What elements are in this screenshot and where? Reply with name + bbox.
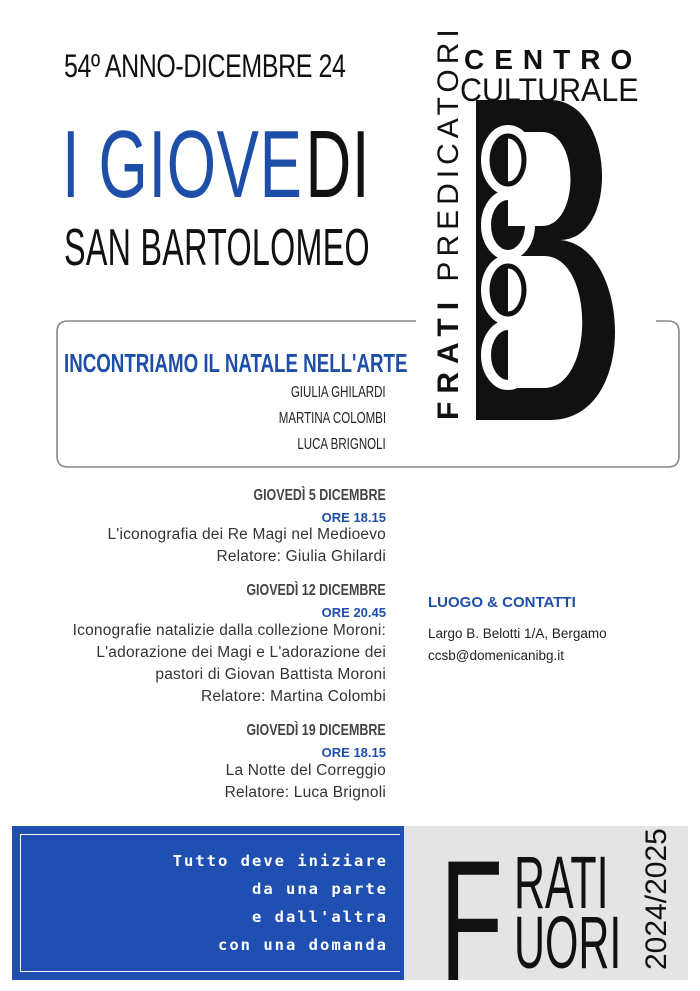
logo-predicatori-text: PREDICATORI <box>432 24 465 282</box>
brand-uori: UORI <box>514 901 622 984</box>
logo-centro-text: CENTRO <box>464 44 643 75</box>
brand-year: 2024/2025 <box>640 828 673 970</box>
contact-email[interactable]: ccsb@domenicanibg.it <box>428 648 565 663</box>
subtitle: SAN BARTOLOMEO <box>64 219 370 277</box>
main-title-black: DI <box>305 111 371 218</box>
event-speaker: Relatore: Giulia Ghilardi <box>216 548 386 565</box>
quote-line: da una parte <box>252 880 388 898</box>
quote-line: Tutto deve iniziare <box>172 852 388 870</box>
main-title-blue: I GIOVE <box>62 111 303 218</box>
event-time: ORE 20.45 <box>321 605 386 620</box>
event-day: GIOVEDÌ 12 DICEMBRE <box>246 582 386 599</box>
event-day: GIOVEDÌ 5 DICEMBRE <box>253 487 386 504</box>
event-title: pastori di Giovan Battista Moroni <box>155 666 386 683</box>
event-speaker: Relatore: Martina Colombi <box>200 688 386 705</box>
contacts-title: LUOGO & CONTATTI <box>428 594 576 611</box>
speaker-name: MARTINA COLOMBI <box>278 410 386 427</box>
speaker-name: LUCA BRIGNOLI <box>297 436 386 453</box>
quote-line: con una domanda <box>218 936 388 954</box>
brand-rati: RATI <box>514 841 609 924</box>
event-title: L'iconografia dei Re Magi nel Medioevo <box>107 526 386 543</box>
event-title: Iconografie natalizie dalla collezione Moroni: <box>72 622 386 639</box>
quote-line: e dall'altra <box>252 908 388 926</box>
speaker-name: GIULIA GHILARDI <box>291 384 386 401</box>
main-title <box>62 110 370 220</box>
event-time: ORE 18.15 <box>321 510 386 525</box>
event-speaker: Relatore: Luca Brignoli <box>224 784 386 801</box>
event-title: L'adorazione dei Magi e L'adorazione dei <box>96 644 386 661</box>
edition-line: 54º ANNO-DICEMBRE 24 <box>64 48 346 84</box>
contact-address: Largo B. Belotti 1/A, Bergamo <box>428 626 607 641</box>
event-day: GIOVEDÌ 19 DICEMBRE <box>246 722 386 739</box>
series-title: INCONTRIAMO IL NATALE NELL'ARTE <box>64 348 408 378</box>
event-title: La Notte del Correggio <box>225 762 386 779</box>
event-time: ORE 18.15 <box>321 745 386 760</box>
logo-frati-text: FRATI <box>432 293 465 420</box>
brand-letter-f: F <box>440 825 504 991</box>
logo-culturale-text: CULTURALE <box>460 72 639 108</box>
